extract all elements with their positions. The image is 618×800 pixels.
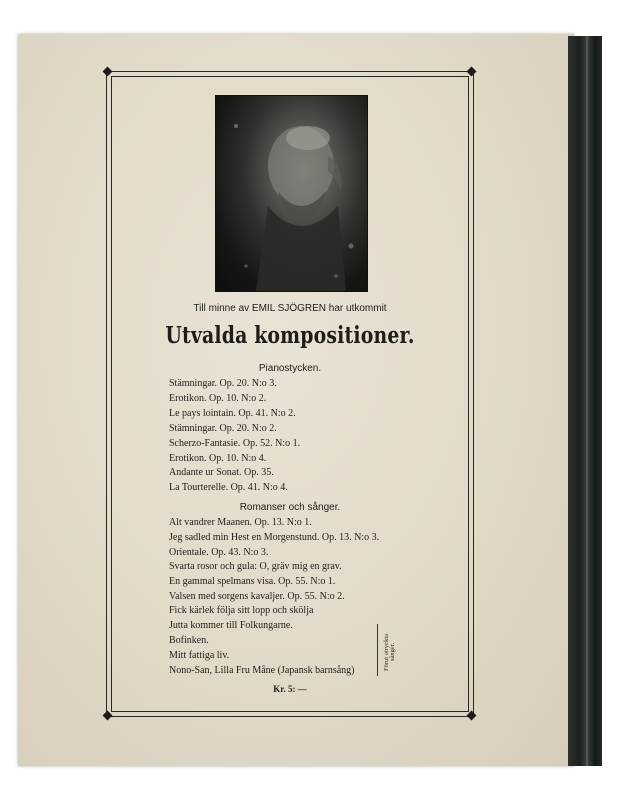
list-item: Erotikon. Op. 10. N:o 2. xyxy=(169,393,267,404)
list-item: Bofinken. xyxy=(169,635,209,646)
list-item: Le pays lointain. Op. 41. N:o 2. xyxy=(169,408,296,419)
list-item: Orientale. Op. 43. N:o 3. xyxy=(169,547,269,558)
list-item: Stämningar. Op. 20. N:o 2. xyxy=(169,423,277,434)
list-item: Erotikon. Op. 10. N:o 4. xyxy=(169,453,267,464)
list-item: La Tourterelle. Op. 41. N:o 4. xyxy=(169,482,288,493)
portrait-photo xyxy=(215,95,368,292)
dedication-subtitle: Till minne av EMIL SJÖGREN har utkommit xyxy=(193,303,387,314)
price-label: Kr. 5: — xyxy=(273,684,307,694)
section-heading-piano: Pianostycken. xyxy=(258,363,322,374)
list-item: En gammal spelmans visa. Op. 55. N:o 1. xyxy=(169,576,336,587)
list-item: Svarta rosor och gula: O, gräv mig en grav. xyxy=(169,561,342,572)
list-item: Stämningar. Op. 20. N:o 3. xyxy=(169,378,277,389)
page-title: Utvalda kompositioner. xyxy=(165,322,415,349)
list-item: Jeg sadled min Hest en Morgenstund. Op. 13. N:o 3. xyxy=(169,532,380,543)
list-item: Scherzo-Fantasie. Op. 52. N:o 1. xyxy=(169,438,301,449)
list-item: Mitt fattiga liv. xyxy=(169,650,230,661)
list-item: Fick kärlek följa sitt lopp och skölja xyxy=(169,605,314,616)
side-note: Förut otryckta sånger. xyxy=(383,633,396,671)
list-item: Andante ur Sonat. Op. 35. xyxy=(169,467,274,478)
section-heading-songs: Romanser och sånger. xyxy=(239,502,341,513)
spine-edge xyxy=(586,36,588,766)
book-spine xyxy=(568,36,602,766)
list-item: Alt vandrer Maanen. Op. 13. N:o 1. xyxy=(169,517,312,528)
bracket-line xyxy=(377,624,378,676)
list-item: Valsen med sorgens kavaljer. Op. 55. N:o 2. xyxy=(169,591,345,602)
list-item: Jutta kommer till Folkungarne. xyxy=(169,620,293,631)
list-item: Nono-San, Lilla Fru Måne (Japansk barnsång) xyxy=(169,665,355,676)
